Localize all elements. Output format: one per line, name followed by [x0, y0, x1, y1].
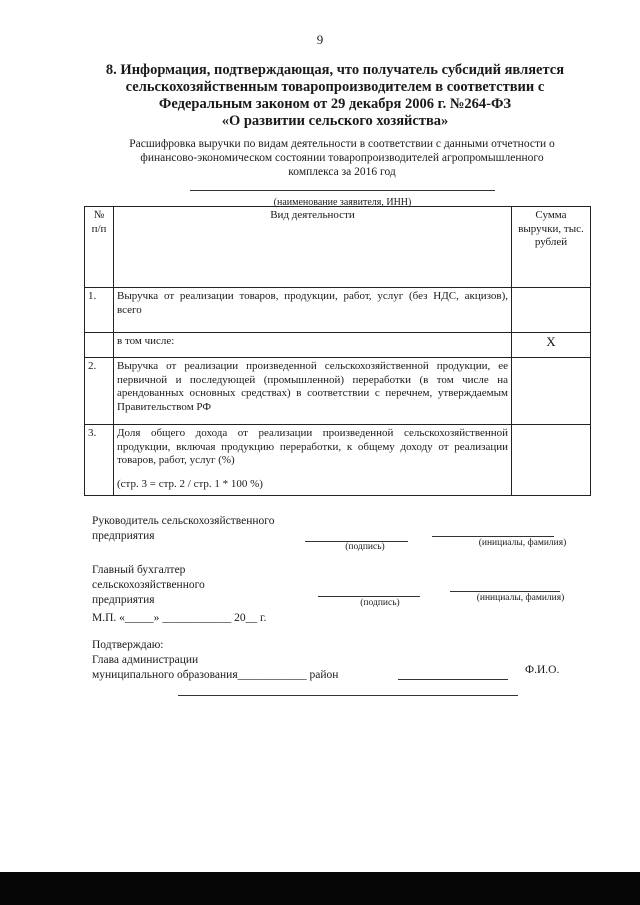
table-row [85, 358, 591, 425]
row-text: Выручка от реализации товаров, продукции, работ, услуг (без НДС, акцизов), всего [114, 288, 512, 333]
row-num: 2. [85, 358, 114, 425]
row-text: Доля общего дохода от реализации произведенной сельскохозяйственной продукции, включая продукцию переработки, к общему доходу от реализации товаров, работ, услуг (%) [117, 427, 508, 466]
revenue-table [84, 206, 591, 496]
intro-paragraph [92, 137, 592, 179]
head-label-line: Руководитель сельскохозяйственного [92, 515, 275, 527]
accountant-label-line: сельскохозяйственного [92, 579, 205, 591]
accountant-name-caption: (инициалы, фамилия) [476, 593, 565, 603]
accountant-signature-caption: (подпись) [360, 598, 400, 608]
head-label-line: предприятия [92, 530, 155, 542]
applicant-name-line[interactable] [190, 190, 495, 191]
row-num: 3. [85, 425, 114, 496]
row-formula: (стр. 3 = стр. 2 / стр. 1 * 100 %) [117, 477, 263, 490]
title-line: сельскохозяйственным товаропроизводителем в соответствии с [125, 79, 545, 95]
intro-line: финансово-экономическом состоянии товаропроизводителей агропромышленного [140, 152, 544, 164]
confirm-signature-line[interactable] [398, 679, 508, 680]
head-name-caption: (инициалы, фамилия) [478, 538, 567, 548]
title-line: 8. Информация, подтверждающая, что получатель субсидий является [105, 62, 565, 78]
confirm-bottom-line[interactable] [178, 695, 518, 696]
scan-border-strip [0, 872, 640, 905]
section-title [80, 62, 590, 130]
intro-line: Расшифровка выручки по видам деятельности в соответствии с данными отчетности о [129, 138, 555, 150]
row-text: в том числе: [114, 333, 512, 358]
header-activity: Вид деятельности [114, 207, 512, 288]
head-name-line[interactable] [432, 536, 554, 537]
row-sum-cell[interactable] [512, 358, 591, 425]
page-number: 9 [316, 32, 324, 47]
accountant-name-line[interactable] [450, 591, 560, 592]
confirm-fio: Ф.И.О. [525, 664, 560, 676]
confirm-head: Глава администрации [92, 654, 199, 666]
stamp-date: М.П. «_____» ____________ 20__ г. [92, 612, 267, 624]
confirm-label: Подтверждаю: [92, 639, 164, 651]
table-row [85, 425, 591, 496]
title-line: Федеральным законом от 29 декабря 2006 г. №264-ФЗ [158, 96, 512, 112]
accountant-label-line: Главный бухгалтер [92, 564, 186, 576]
head-signature-caption: (подпись) [345, 542, 385, 552]
head-signature-label [92, 514, 274, 544]
confirm-municipality: муниципального образования____________ район [92, 669, 339, 681]
row-sum-cell[interactable] [512, 425, 591, 496]
confirm-block [92, 638, 198, 668]
header-num: № п/п [85, 207, 114, 288]
applicant-caption: (наименование заявителя, ИНН) [273, 197, 412, 208]
row-text: Выручка от реализации произведенной сельскохозяйственной продукции, ее первичной и последующей (промышленной) переработки (в том числе на арендованных основных средствах) в соответствии с перечнем, утверждаемым Правительством РФ [114, 358, 512, 425]
accountant-signature-label [92, 563, 205, 608]
table-row [85, 288, 591, 333]
table-row [85, 333, 591, 358]
row-text-cell [114, 425, 512, 496]
accountant-label-line: предприятия [92, 594, 155, 606]
title-line: «О развитии сельского хозяйства» [221, 113, 449, 129]
intro-line: комплекса за 2016 год [288, 166, 396, 178]
accountant-signature-line[interactable] [318, 596, 420, 597]
table-header-row [85, 207, 591, 288]
row-sum-cell: X [512, 333, 591, 358]
row-num: 1. [85, 288, 114, 333]
row-num [85, 333, 114, 358]
header-sum: Сумма выручки, тыс. рублей [512, 207, 591, 288]
row-sum-cell[interactable] [512, 288, 591, 333]
